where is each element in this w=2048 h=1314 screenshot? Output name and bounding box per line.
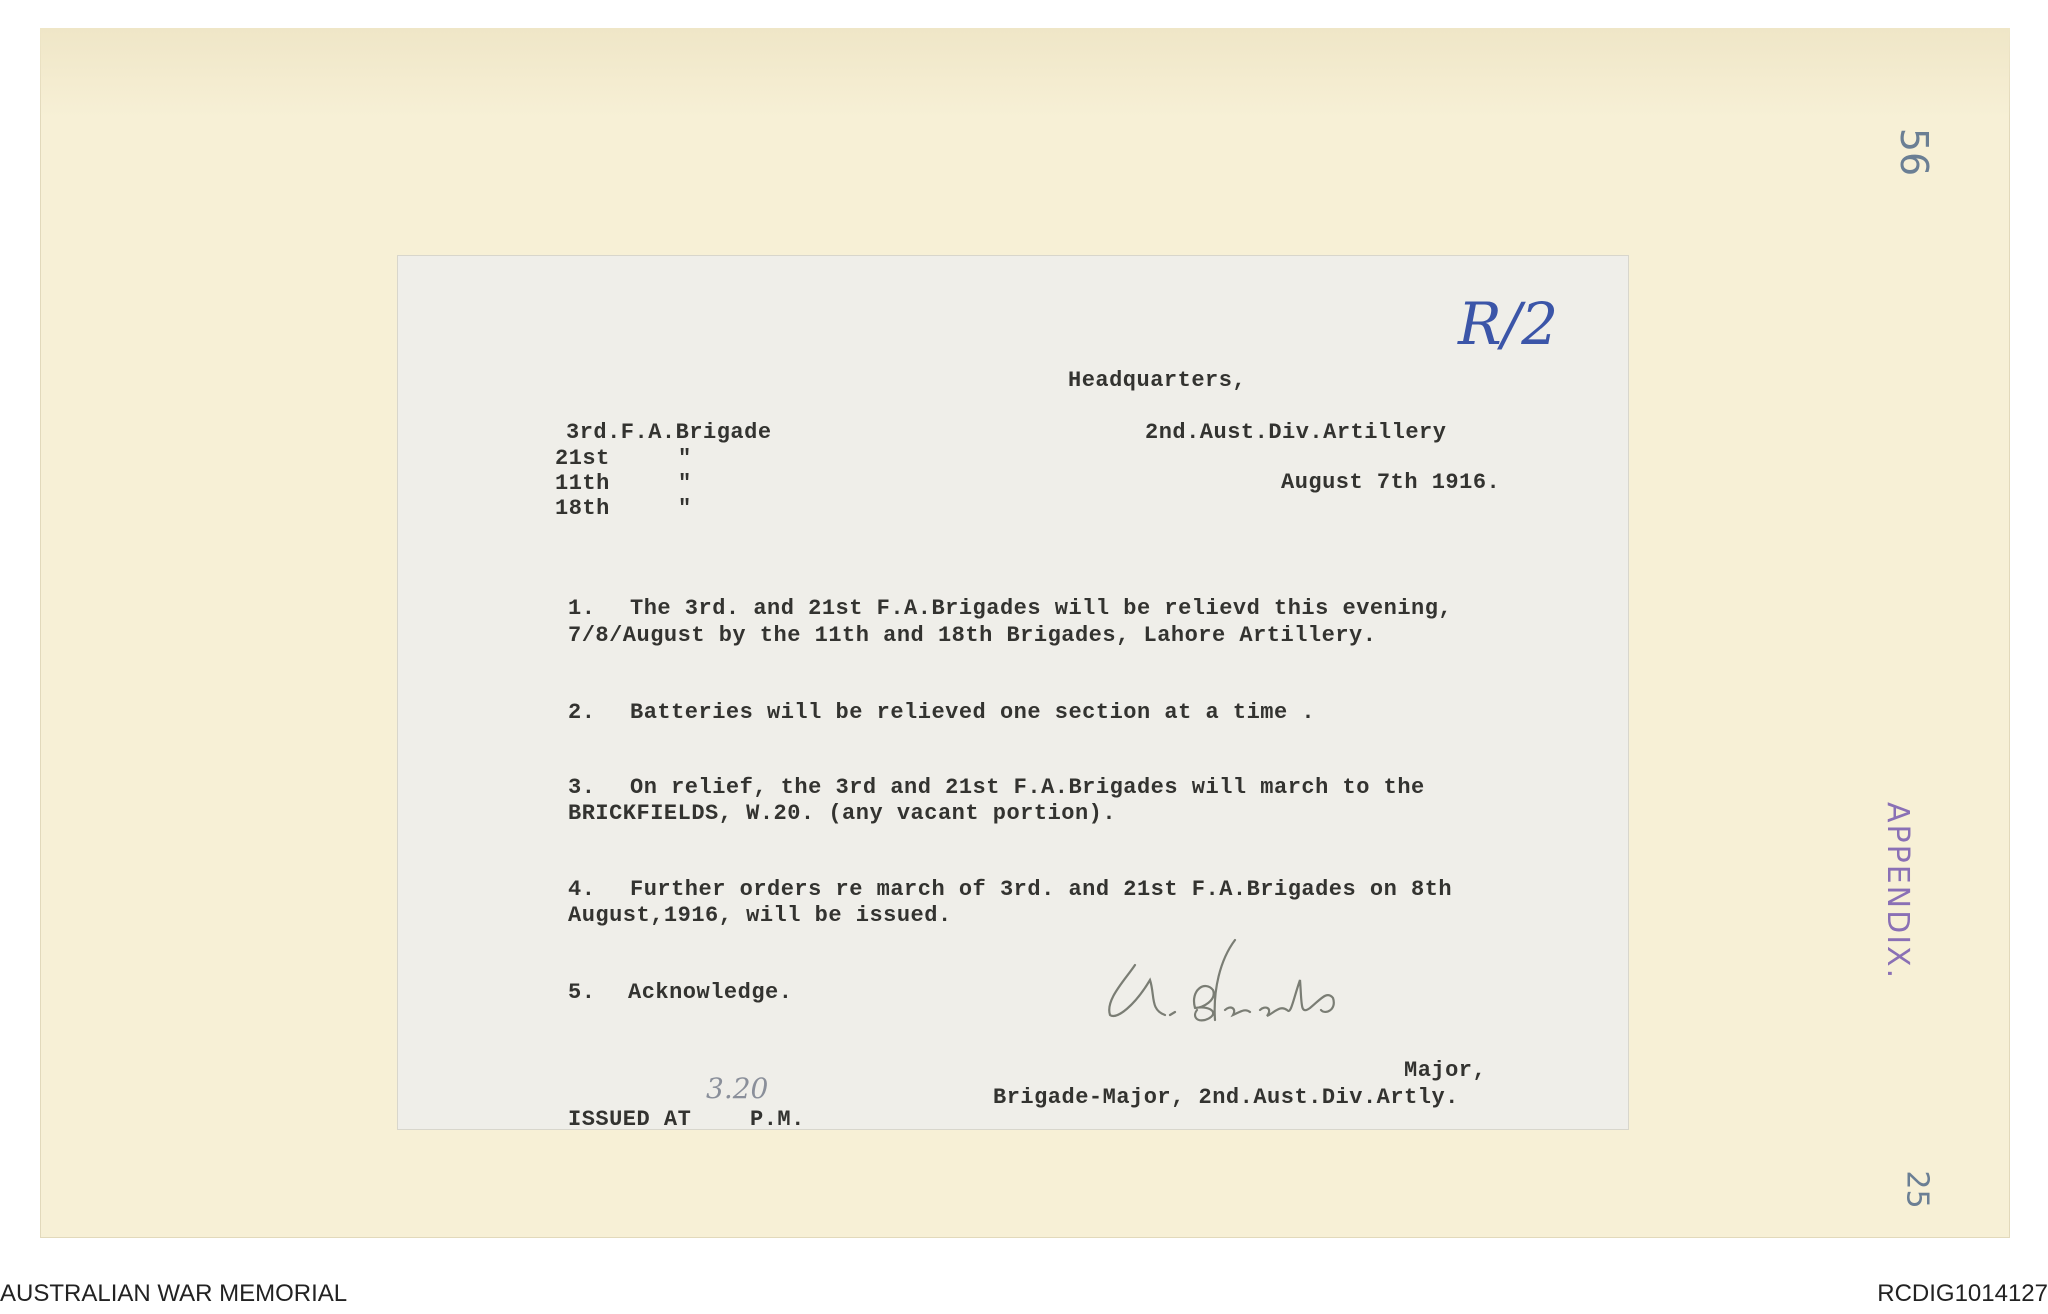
issued-suffix: P.M. bbox=[750, 1107, 805, 1132]
paragraph-number: 1. bbox=[568, 596, 596, 621]
paragraph-number: 4. bbox=[568, 877, 596, 902]
signatory-title: Brigade-Major, 2nd.Aust.Div.Artly. bbox=[993, 1085, 1459, 1110]
paragraph-line: Batteries will be relieved one section at a time . bbox=[630, 700, 1316, 725]
marginal-number: 25 bbox=[1899, 1170, 1935, 1209]
page-number: 56 bbox=[1892, 127, 1937, 177]
sender-line1: Headquarters, bbox=[1068, 368, 1247, 393]
recipient-unit: 21st bbox=[555, 446, 610, 471]
ditto-mark: " bbox=[678, 446, 692, 471]
ditto-mark: " bbox=[678, 496, 692, 521]
issued-time-handwritten: 3.20 bbox=[706, 1072, 769, 1105]
recipient-unit: 3rd.F.A.Brigade bbox=[566, 420, 772, 445]
paragraph-line: 7/8/August by the 11th and 18th Brigades, Lahore Artillery. bbox=[568, 623, 1377, 648]
paragraph-line: Acknowledge. bbox=[628, 980, 793, 1005]
recipient-unit: 18th bbox=[555, 496, 610, 521]
paragraph-number: 5. bbox=[568, 980, 596, 1005]
recipient-unit: 11th bbox=[555, 471, 610, 496]
sheet-fold-shadow bbox=[40, 28, 2010, 118]
paragraph-line: Further orders re march of 3rd. and 21st F.A.Brigades on 8th bbox=[630, 877, 1453, 902]
footer-record-id: RCDIG1014127 bbox=[1877, 1280, 2048, 1307]
sender-line2: 2nd.Aust.Div.Artillery bbox=[1145, 420, 1447, 445]
signatory-rank: Major, bbox=[1404, 1058, 1487, 1083]
paragraph-line: On relief, the 3rd and 21st F.A.Brigades will march to the bbox=[630, 775, 1425, 800]
footer-institution: AUSTRALIAN WAR MEMORIAL bbox=[0, 1280, 348, 1307]
paragraph-line: August,1916, will be issued. bbox=[568, 903, 952, 928]
handwritten-annotation: R/2 bbox=[1458, 290, 1559, 358]
ditto-mark: " bbox=[678, 471, 692, 496]
paragraph-number: 3. bbox=[568, 775, 596, 800]
signature bbox=[1095, 920, 1395, 1030]
paragraph-line: The 3rd. and 21st F.A.Brigades will be relievd this evening, bbox=[630, 596, 1453, 621]
issued-label: ISSUED AT bbox=[568, 1107, 692, 1132]
paragraph-line: BRICKFIELDS, W.20. (any vacant portion). bbox=[568, 801, 1117, 826]
memo-date: August 7th 1916. bbox=[1281, 470, 1501, 495]
paragraph-number: 2. bbox=[568, 700, 596, 725]
appendix-stamp: APPENDIX. bbox=[1880, 802, 1915, 981]
